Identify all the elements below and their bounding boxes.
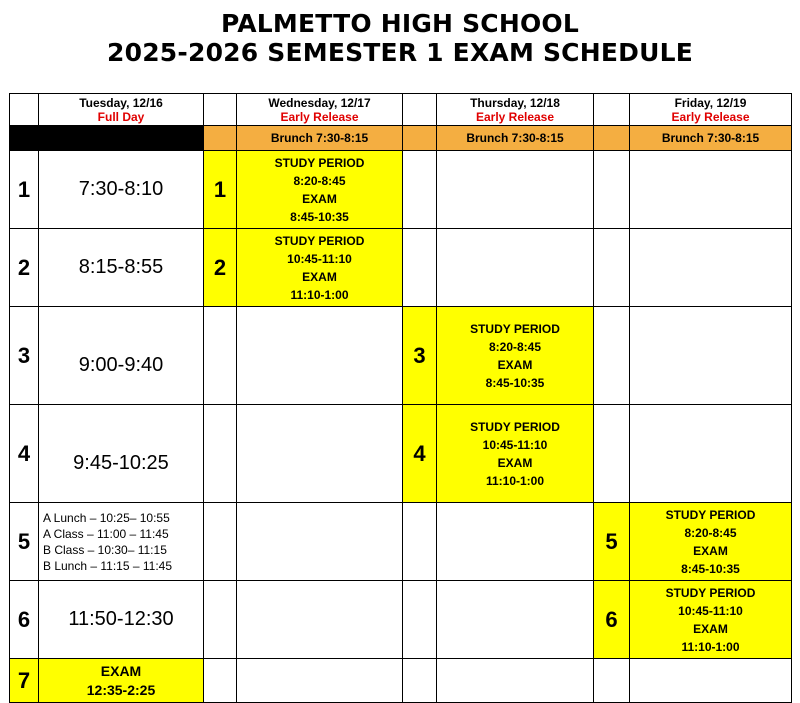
day-header-friday (630, 94, 792, 126)
period-number: 5 (10, 503, 39, 581)
empty-cell (237, 307, 403, 405)
empty-cell (403, 503, 437, 581)
exam-period-number: 2 (204, 229, 237, 307)
day-date: Thursday, 12/18 (470, 95, 560, 110)
day-date: Wednesday, 12/17 (268, 95, 371, 110)
exam-label: EXAM (497, 455, 533, 470)
empty-cell (594, 151, 630, 229)
exam-label: EXAM (693, 621, 728, 636)
brunch-row (10, 126, 792, 151)
period-time: 8:15-8:55 (39, 229, 204, 307)
empty-cell (594, 229, 630, 307)
period-number: 4 (10, 405, 39, 503)
exam-time: 8:45-10:35 (681, 561, 740, 576)
study-time: 8:20-8:45 (293, 173, 346, 188)
day-header-tuesday (39, 94, 204, 126)
empty-cell (204, 581, 237, 659)
brunch-spacer (594, 126, 630, 151)
study-label: STUDY PERIOD (274, 155, 365, 170)
spacer-cell (594, 94, 630, 126)
empty-cell (403, 659, 437, 703)
study-time: 10:45-11:10 (287, 251, 352, 266)
exam-time: 8:45-10:35 (485, 375, 545, 390)
empty-cell (437, 581, 594, 659)
empty-cell (630, 659, 792, 703)
period-row-6 (10, 581, 792, 659)
empty-cell (204, 659, 237, 703)
school-name: PALMETTO HIGH SCHOOL (221, 9, 579, 38)
empty-cell (630, 151, 792, 229)
brunch-friday: Brunch 7:30-8:15 (630, 126, 792, 151)
spacer-cell (403, 94, 437, 126)
empty-cell (237, 405, 403, 503)
brunch-spacer (403, 126, 437, 151)
empty-cell (630, 229, 792, 307)
day-header-wednesday (237, 94, 403, 126)
empty-cell (594, 659, 630, 703)
exam-block-friday-p6 (630, 581, 792, 659)
empty-cell (237, 581, 403, 659)
day-type: Early Release (671, 109, 750, 124)
period-time: 9:00-9:40 (39, 307, 204, 405)
brunch-blank-tuesday (10, 126, 204, 151)
exam-time: 12:35-2:25 (86, 681, 156, 698)
lunch-line: A Lunch – 10:25– 10:55 (43, 510, 170, 525)
exam-time: 11:10-1:00 (290, 287, 349, 302)
exam-block-thursday-p3 (437, 307, 594, 405)
exam-label: EXAM (693, 543, 728, 558)
period-time: 9:45-10:25 (39, 405, 204, 503)
day-date: Tuesday, 12/16 (79, 95, 163, 110)
period-row-5 (10, 503, 792, 581)
exam-period-number: 4 (403, 405, 437, 503)
study-label: STUDY PERIOD (665, 507, 756, 522)
exam-block-thursday-p4 (437, 405, 594, 503)
empty-cell (204, 503, 237, 581)
empty-cell (403, 229, 437, 307)
study-label: STUDY PERIOD (470, 419, 560, 434)
exam-label: EXAM (100, 662, 142, 679)
empty-cell (403, 581, 437, 659)
exam-time: 8:45-10:35 (290, 209, 349, 224)
corner-cell (10, 94, 39, 126)
exam-label: EXAM (302, 269, 337, 284)
brunch-spacer (204, 126, 237, 151)
exam-period-number: 1 (204, 151, 237, 229)
empty-cell (630, 405, 792, 503)
empty-cell (437, 151, 594, 229)
empty-cell (437, 229, 594, 307)
day-type: Early Release (280, 109, 359, 124)
spacer-cell (204, 94, 237, 126)
empty-cell (630, 307, 792, 405)
empty-cell (204, 307, 237, 405)
study-label: STUDY PERIOD (665, 585, 756, 600)
period-row-7 (10, 659, 792, 703)
period-number: 6 (10, 581, 39, 659)
period-time: 7:30-8:10 (39, 151, 204, 229)
period-row-3 (10, 307, 792, 405)
exam-period-number: 6 (594, 581, 630, 659)
lunch-line: B Class – 10:30– 11:15 (43, 542, 167, 557)
exam-label: EXAM (302, 191, 337, 206)
empty-cell (437, 503, 594, 581)
study-time: 10:45-11:10 (482, 437, 548, 452)
exam-block-tuesday-p7 (39, 659, 204, 703)
empty-cell (237, 659, 403, 703)
exam-time: 11:10-1:00 (681, 639, 740, 654)
empty-cell (437, 659, 594, 703)
exam-time: 11:10-1:00 (485, 473, 545, 488)
day-header-thursday (437, 94, 594, 126)
exam-schedule-table (9, 93, 792, 703)
period-number: 1 (10, 151, 39, 229)
period-row-2 (10, 229, 792, 307)
lunch-line: B Lunch – 11:15 – 11:45 (43, 558, 172, 573)
empty-cell (594, 307, 630, 405)
period-number: 7 (10, 659, 39, 703)
period-row-1 (10, 151, 792, 229)
lunch-schedule (39, 503, 204, 581)
empty-cell (594, 405, 630, 503)
study-time: 8:20-8:45 (488, 339, 542, 354)
day-header-row (10, 94, 792, 126)
empty-cell (204, 405, 237, 503)
period-time: 11:50-12:30 (39, 581, 204, 659)
exam-period-number: 5 (594, 503, 630, 581)
study-label: STUDY PERIOD (470, 321, 560, 336)
brunch-thursday: Brunch 7:30-8:15 (437, 126, 594, 151)
period-row-4 (10, 405, 792, 503)
day-type: Full Day (97, 109, 145, 124)
empty-cell (403, 151, 437, 229)
schedule-title: 2025-2026 SEMESTER 1 EXAM SCHEDULE (107, 38, 693, 67)
exam-period-number: 3 (403, 307, 437, 405)
study-time: 10:45-11:10 (678, 603, 743, 618)
exam-block-wednesday-p2 (237, 229, 403, 307)
period-number: 3 (10, 307, 39, 405)
exam-block-friday-p5 (630, 503, 792, 581)
exam-block-wednesday-p1 (237, 151, 403, 229)
lunch-line: A Class – 11:00 – 11:45 (43, 526, 169, 541)
period-number: 2 (10, 229, 39, 307)
empty-cell (237, 503, 403, 581)
day-date: Friday, 12/19 (674, 95, 747, 110)
brunch-wednesday: Brunch 7:30-8:15 (237, 126, 403, 151)
study-label: STUDY PERIOD (274, 233, 365, 248)
exam-label: EXAM (497, 357, 533, 372)
study-time: 8:20-8:45 (684, 525, 737, 540)
day-type: Early Release (475, 109, 555, 124)
